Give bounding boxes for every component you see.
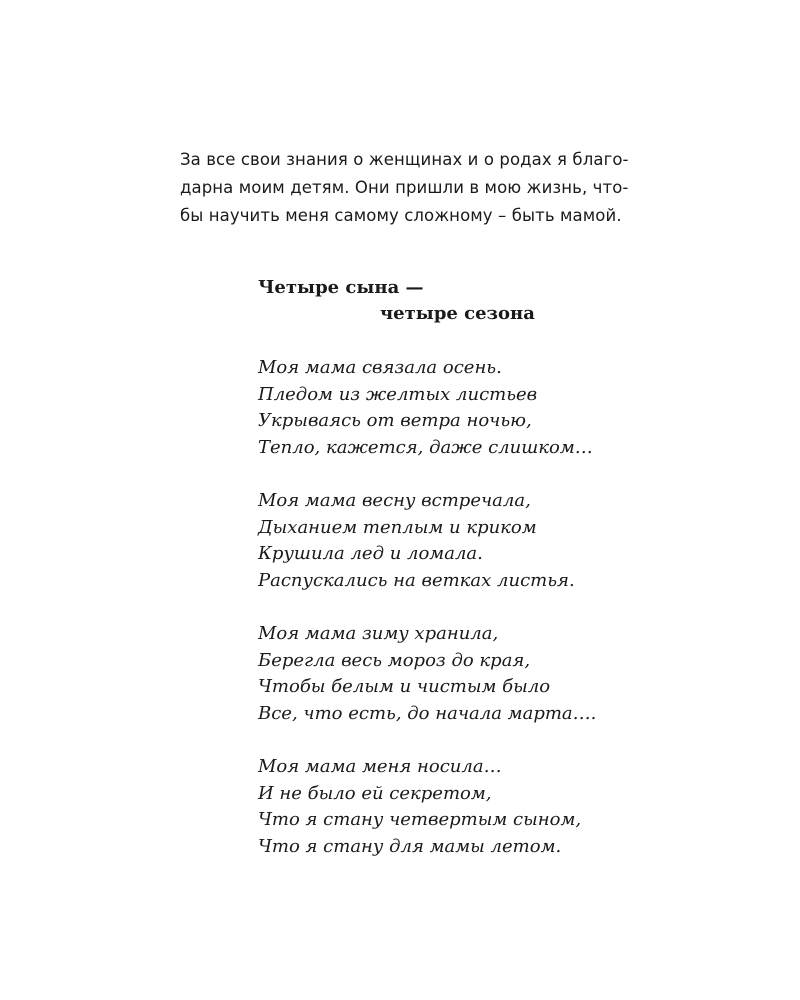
verse-line: И не было ей секретом, bbox=[258, 782, 492, 804]
verse-line: Моя мама меня носила… bbox=[258, 756, 502, 777]
verse-line: Что я стану четвертым сыном, bbox=[258, 809, 582, 830]
verse-line: Пледом из желтых листьев bbox=[258, 383, 538, 405]
verse-line: Моя мама зиму хранила, bbox=[258, 623, 499, 644]
stanza-winter bbox=[258, 621, 678, 727]
poem-title-line-1: Четыре сына — bbox=[258, 277, 424, 298]
dedication-line: дарна моим детям. Они пришли в мою жизнь, что- bbox=[180, 178, 629, 197]
dedication-paragraph bbox=[180, 146, 650, 230]
dedication-line: бы научить меня самому сложному – быть мамой. bbox=[180, 206, 622, 225]
verse-line: Тепло, кажется, даже слишком… bbox=[258, 436, 593, 458]
stanza-autumn bbox=[258, 355, 678, 461]
poem bbox=[258, 275, 678, 887]
verse-line: Берегла весь мороз до края, bbox=[258, 649, 531, 671]
verse-line: Все, что есть, до начала марта…. bbox=[258, 702, 597, 724]
verse-line: Дыханием теплым и криком bbox=[258, 516, 537, 538]
verse-line: Моя мама весну встречала, bbox=[258, 490, 531, 511]
poem-body bbox=[258, 355, 678, 860]
verse-line: Крушила лед и ломала. bbox=[258, 543, 483, 564]
verse-line: Что я стану для мамы летом. bbox=[258, 835, 562, 857]
verse-line: Чтобы белым и чистым было bbox=[258, 676, 551, 697]
stanza-summer bbox=[258, 754, 678, 860]
verse-line: Моя мама связала осень. bbox=[258, 357, 502, 378]
poem-title-line-2: четыре сезона bbox=[380, 303, 535, 324]
verse-line: Укрываясь от ветра ночью, bbox=[258, 410, 532, 431]
verse-line: Распускались на ветках листья. bbox=[258, 569, 575, 591]
dedication-line: За все свои знания о женщинах и о родах я благо- bbox=[180, 150, 629, 169]
poem-title bbox=[258, 275, 678, 327]
stanza-spring bbox=[258, 488, 678, 594]
